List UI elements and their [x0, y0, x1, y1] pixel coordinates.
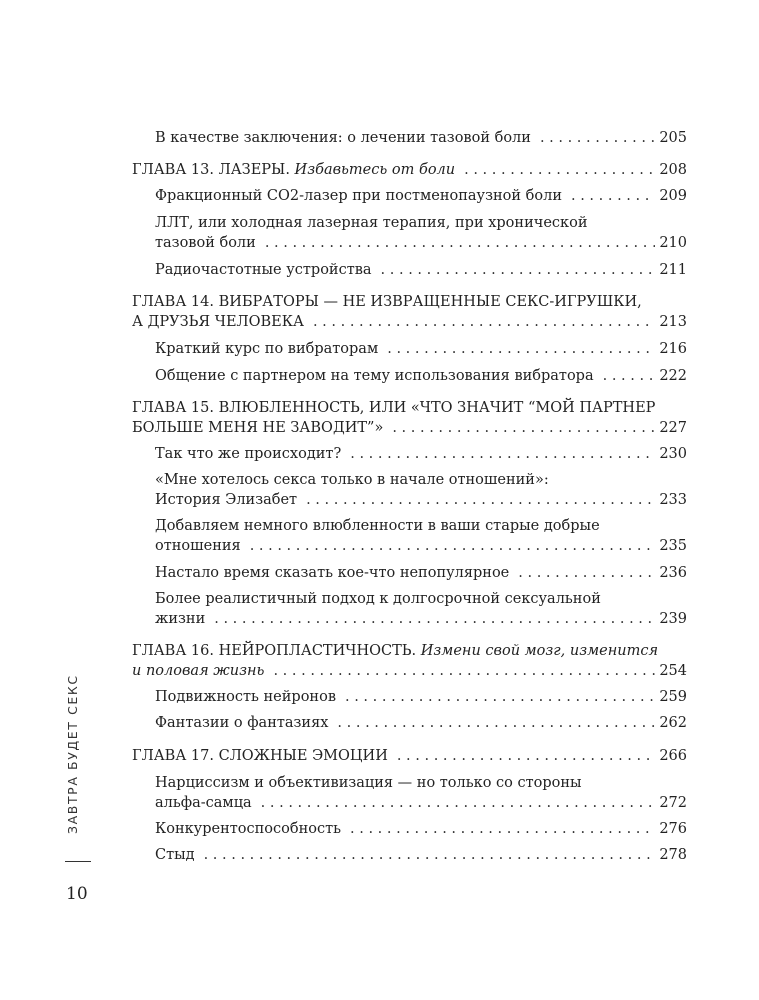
dot-leader: [261, 793, 656, 813]
dot-leader: [350, 444, 655, 464]
dot-leader: [350, 819, 655, 839]
toc-entry-title: Настало время сказать кое-что непопулярное: [155, 565, 510, 581]
dot-leader: [250, 536, 656, 556]
toc-entry: [155, 563, 687, 583]
toc-entry-page: 254: [659, 663, 687, 679]
toc-entry-title-line1: Добавляем немного влюбленности в ваши старые добрые: [155, 518, 600, 534]
toc-entry-page: 209: [659, 188, 687, 204]
toc-entry: [155, 713, 687, 733]
toc-entry: [155, 128, 687, 148]
toc-entry-page: 239: [659, 611, 687, 627]
toc-chapter: [132, 160, 687, 180]
dot-leader: [571, 186, 655, 206]
toc-entry: [155, 490, 687, 510]
dot-leader: [392, 418, 655, 438]
toc-entry-title: тазовой боли: [155, 235, 256, 251]
toc-entry-title: Фантазии о фантазиях: [155, 715, 329, 731]
toc-entry: [155, 339, 687, 359]
toc-entry: [155, 186, 687, 206]
toc-entry: [155, 260, 687, 280]
toc-chapter-title: ГЛАВА 17. СЛОЖНЫЕ ЭМОЦИИ: [132, 748, 388, 764]
toc-entry: [155, 366, 687, 386]
toc-entry-page: 227: [659, 420, 687, 436]
toc-entry-page: 222: [659, 368, 687, 384]
toc-entry-page: 278: [659, 847, 687, 863]
dot-leader: [381, 260, 656, 280]
toc-chapter-subtitle-line1: Измени свой мозг, изменится: [420, 643, 659, 659]
dot-leader: [204, 845, 656, 865]
toc-entry-page: 210: [659, 235, 687, 251]
toc-entry-page: 272: [659, 795, 687, 811]
toc-chapter-title: ГЛАВА 13. ЛАЗЕРЫ. Избавьтесь от боли: [132, 162, 456, 178]
dot-leader: [387, 339, 655, 359]
toc-entry: [155, 845, 687, 865]
dot-leader: [345, 687, 655, 707]
toc-entry: [155, 536, 687, 556]
toc-entry-page: 230: [659, 446, 687, 462]
toc-entry: [155, 609, 687, 629]
dot-leader: [214, 609, 655, 629]
dot-leader: [273, 661, 655, 681]
running-title: ЗАВТРА БУДЕТ СЕКС: [65, 674, 80, 834]
toc-entry-page: 235: [659, 538, 687, 554]
toc-entry-title: История Элизабет: [155, 492, 298, 508]
dot-leader: [603, 366, 656, 386]
toc-entry-page: 276: [659, 821, 687, 837]
toc-entry-page: 266: [659, 748, 687, 764]
toc-entry-page: 205: [659, 130, 687, 146]
toc-chapter-title: БОЛЬШЕ МЕНЯ НЕ ЗАВОДИТ”»: [132, 420, 384, 436]
toc-entry-title: Подвижность нейронов: [155, 689, 336, 705]
folio-rule: [65, 861, 91, 862]
toc-entry-page: 259: [659, 689, 687, 705]
toc-entry-title-line1: «Мне хотелось секса только в начале отношений»:: [155, 472, 549, 488]
toc-chapter-subtitle: Избавьтесь от боли: [294, 162, 456, 178]
toc-entry-title: Краткий курс по вибраторам: [155, 341, 379, 357]
toc-entry-page: 208: [659, 162, 687, 178]
toc-chapter: [132, 312, 687, 332]
toc-entry-title-line1: Нарциссизм и объективизация — но только со стороны: [155, 775, 582, 791]
toc-entry-page: 262: [659, 715, 687, 731]
toc-chapter-subtitle: и половая жизнь: [132, 663, 265, 679]
toc-entry-page: 211: [659, 262, 687, 278]
toc-entry-page: 216: [659, 341, 687, 357]
toc-chapter: [132, 746, 687, 766]
toc-entry: [155, 687, 687, 707]
toc-chapter-title-line1: ГЛАВА 16. НЕЙРОПЛАСТИЧНОСТЬ. Измени свой мозг, изменится: [132, 643, 659, 659]
dot-leader: [337, 713, 655, 733]
dot-leader: [464, 160, 655, 180]
toc-chapter-title-line1: ГЛАВА 15. ВЛЮБЛЕННОСТЬ, ИЛИ «ЧТО ЗНАЧИТ “МОЙ ПАРТНЕР: [132, 400, 656, 416]
toc-chapter-title-line1: ГЛАВА 14. ВИБРАТОРЫ — НЕ ИЗВРАЩЕННЫЕ СЕКС-ИГРУШКИ,: [132, 294, 642, 310]
toc-entry: [155, 819, 687, 839]
dot-leader: [306, 490, 655, 510]
toc-entry-title: Радиочастотные устройства: [155, 262, 372, 278]
dot-leader: [397, 746, 655, 766]
dot-leader: [518, 563, 655, 583]
toc-entry-title: Конкурентоспособность: [155, 821, 342, 837]
toc-entry-title: В качестве заключения: о лечении тазовой боли: [155, 130, 531, 146]
toc-entry-title: Стыд: [155, 847, 195, 863]
toc-entry-title: Общение с партнером на тему использования вибратора: [155, 368, 594, 384]
toc-entry: [155, 793, 687, 813]
toc-entry-title: отношения: [155, 538, 241, 554]
page-number: 10: [66, 884, 88, 904]
dot-leader: [265, 233, 656, 253]
dot-leader: [313, 312, 655, 332]
toc-entry-title: Так что же происходит?: [155, 446, 342, 462]
toc-entry-page: 236: [659, 565, 687, 581]
toc-entry: [155, 233, 687, 253]
dot-leader: [540, 128, 655, 148]
toc-chapter: [132, 661, 687, 681]
toc-chapter: [132, 418, 687, 438]
toc-entry-title: Фракционный CO2-лазер при постменопаузной боли: [155, 188, 562, 204]
toc-entry-title-line1: ЛЛТ, или холодная лазерная терапия, при хронической: [155, 215, 588, 231]
toc-entry-title: жизни: [155, 611, 206, 627]
toc-entry: [155, 444, 687, 464]
toc-entry-title-line1: Более реалистичный подход к долгосрочной сексуальной: [155, 591, 601, 607]
toc-entry-title: альфа-самца: [155, 795, 252, 811]
toc-entry-page: 213: [659, 314, 687, 330]
toc-entry-page: 233: [659, 492, 687, 508]
toc-chapter-title: А ДРУЗЬЯ ЧЕЛОВЕКА: [132, 314, 304, 330]
